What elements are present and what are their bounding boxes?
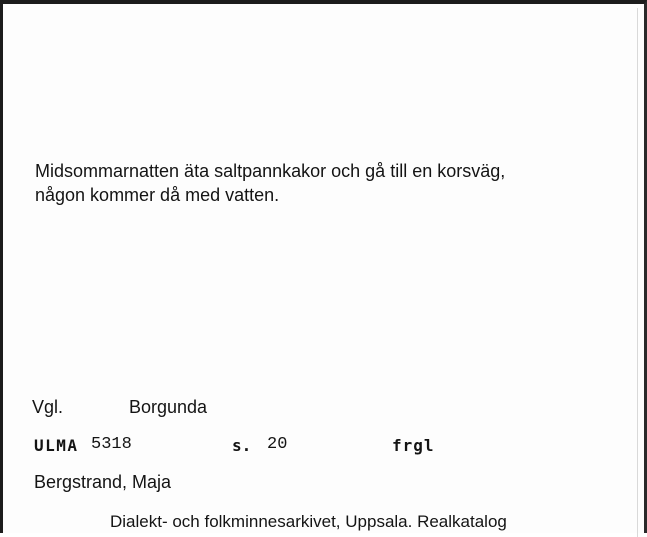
record-text [35,159,505,207]
archive-footer: Dialekt- och folkminnesarkivet, Uppsala. Realkatalog [110,512,507,531]
parish-name: Borgunda [129,397,208,417]
card-edge [637,8,638,537]
record-type: frgl [392,436,435,455]
province-label: Vgl. [32,397,64,417]
archive-label: ULMA [34,436,79,455]
archive-number: 5318 [91,435,132,454]
collector-name: Bergstrand, Maja [34,472,172,492]
record-text-line-2: någon kommer då med vatten. [35,185,280,205]
page-number: 20 [267,435,288,454]
page-label: s. [232,436,252,455]
record-text-line-1: Midsommarnatten äta saltpannkakor och gå till en korsväg, [35,161,506,181]
